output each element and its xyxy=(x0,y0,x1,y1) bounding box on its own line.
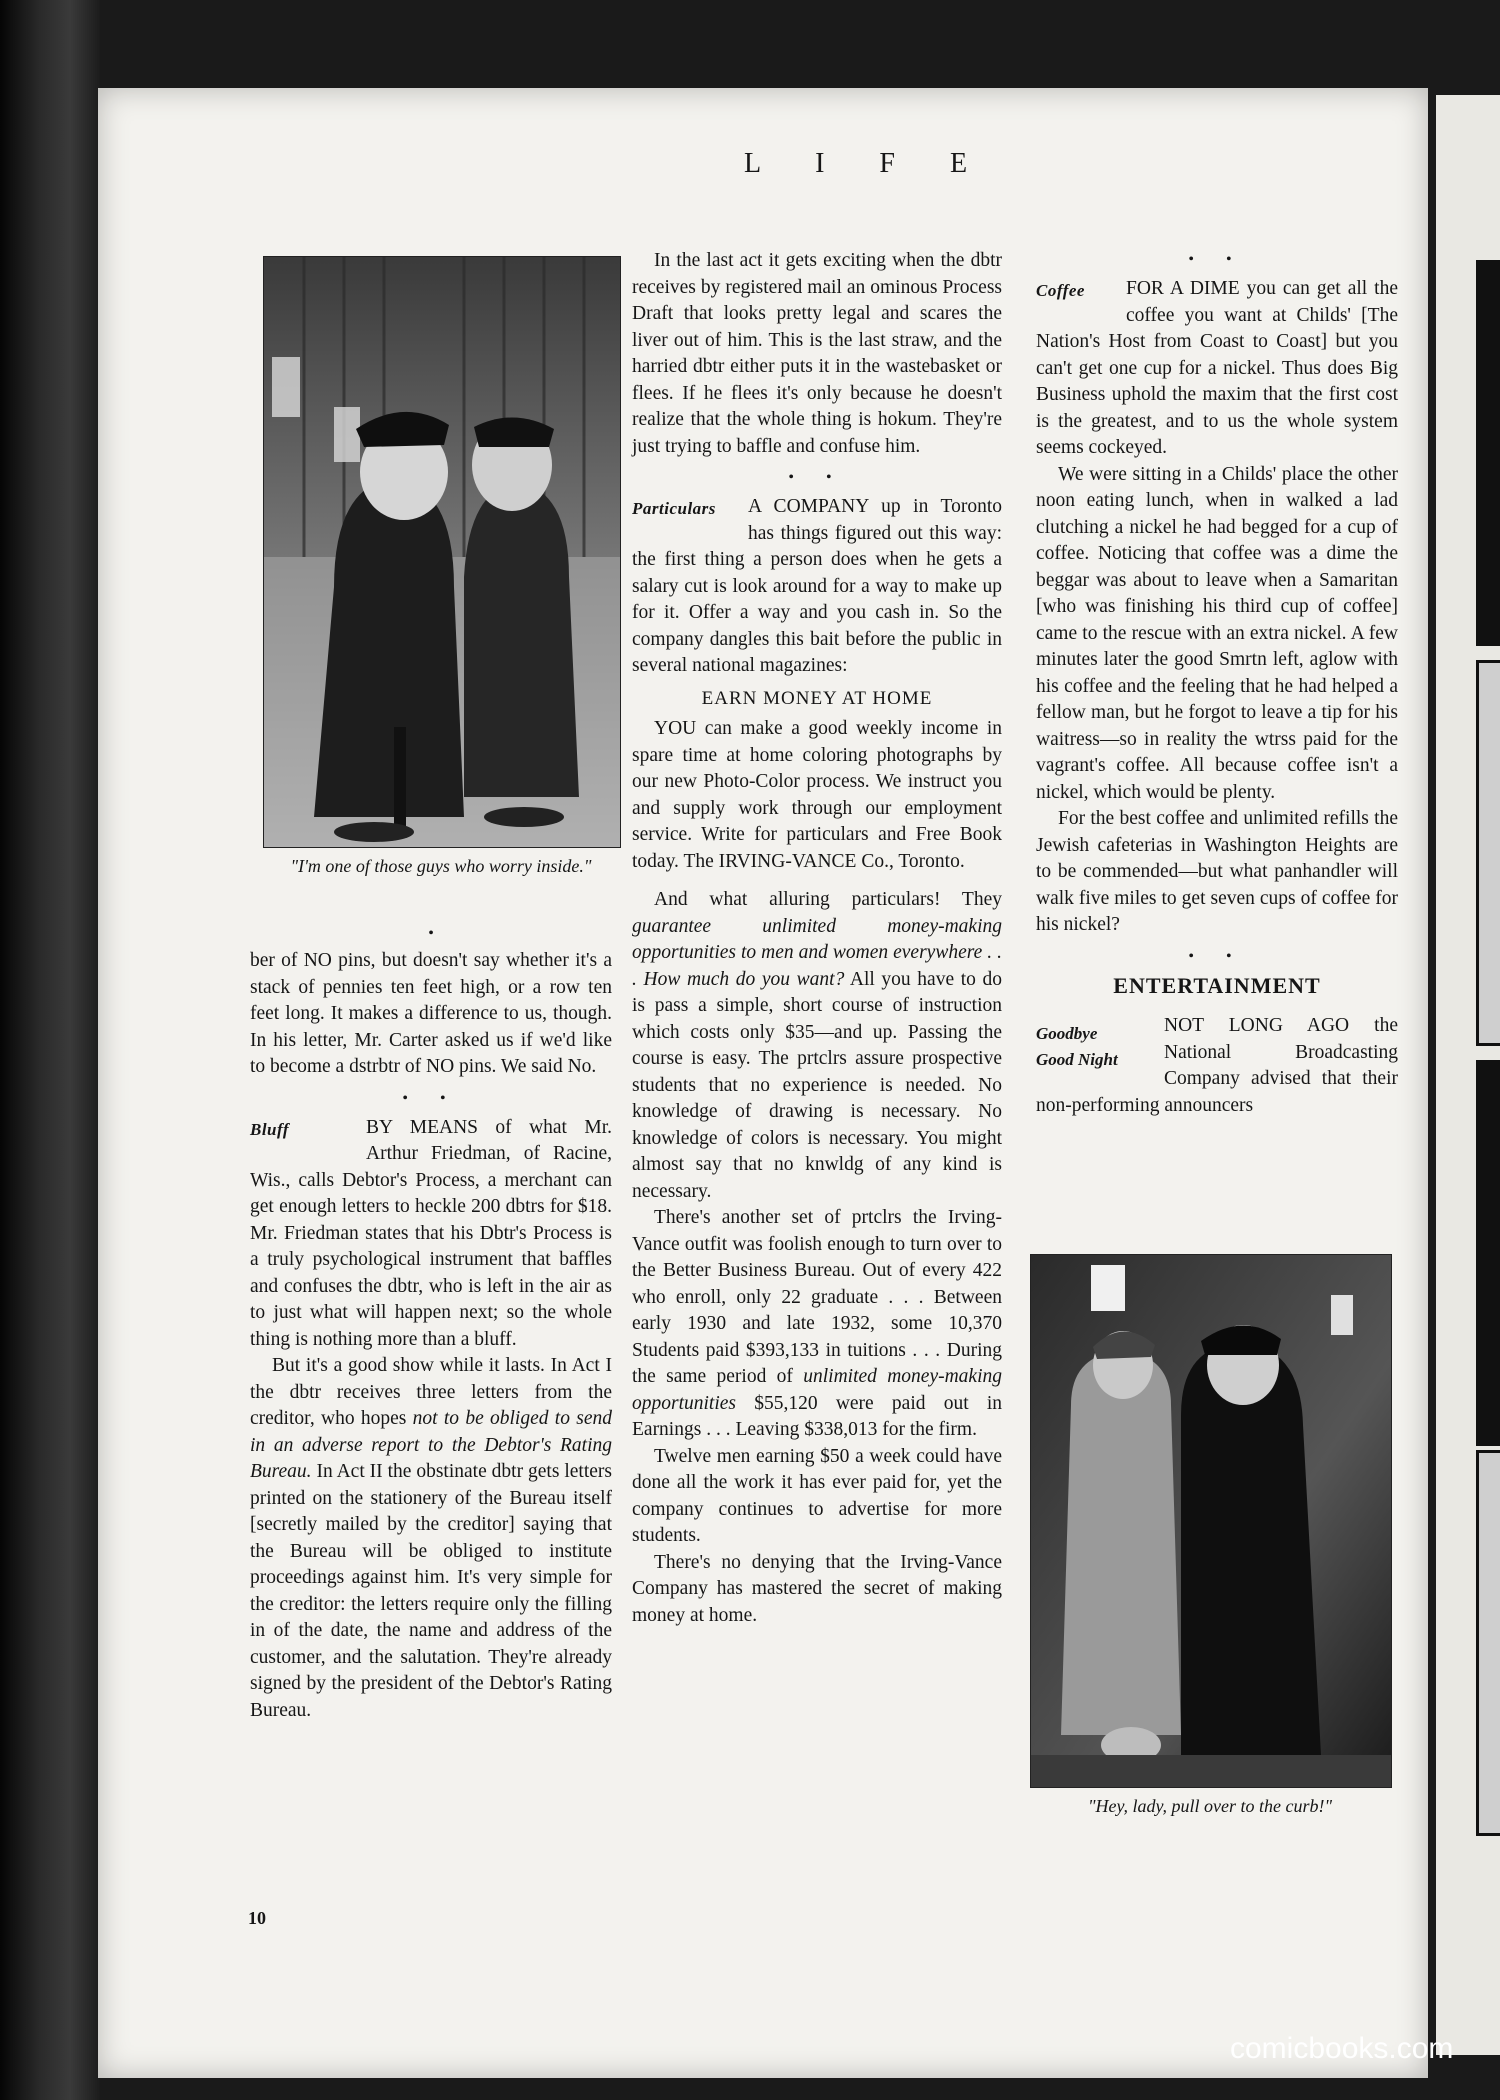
section-separator: • • xyxy=(1188,251,1246,268)
side-heading: Bluff xyxy=(250,1119,290,1139)
paragraph-particulars xyxy=(632,494,1002,680)
cartoon-caption xyxy=(263,854,619,879)
paragraph-coffee xyxy=(1036,276,1398,462)
column-2 xyxy=(632,248,1002,1629)
section-separator: • • xyxy=(402,1089,460,1107)
side-heading: Coffee xyxy=(1036,281,1085,300)
cartoon-illustration-policemen xyxy=(263,256,621,848)
paragraph-goodbye xyxy=(1036,1013,1398,1119)
column-3 xyxy=(1036,242,1398,1119)
paragraph-text: NOT LONG AGO the National Broadcasting Company advised that their non-performing announcers xyxy=(1036,1015,1398,1116)
paragraph xyxy=(250,1353,612,1724)
page-title: L I F E xyxy=(744,148,992,179)
side-heading-line: Good Night xyxy=(1036,1050,1118,1069)
cartoon-illustration-policeman-lady xyxy=(1030,1254,1392,1788)
text-run: And what alluring particulars! They xyxy=(654,889,1002,910)
paragraph xyxy=(632,1205,1002,1444)
paragraph: There's no denying that the Irving-Vance Company has mastered the secret of making money at home. xyxy=(632,1551,1002,1626)
text-run: In Act II the obstinate dbtr gets letters printed on the stationery of the Bureau itself [secretly mailed by the creditor] saying that the Bureau will be obliged to institute proceedings against him. It's very simple for the creditor: the letters require only the filling in of the date, the name and address of the customer, and the salutation. They're already signed by the president of the Debtor's Rating Bureau. xyxy=(250,1461,612,1721)
watermark: comicbooks.com xyxy=(1230,2032,1454,2065)
italic-run: unlimited money-making opportunities xyxy=(632,1366,1003,1414)
cartoon-caption: "Hey, lady, pull over to the curb!" xyxy=(1087,1796,1333,1816)
adjacent-page-panel xyxy=(1476,660,1500,1046)
adjacent-page-panel xyxy=(1476,260,1500,646)
side-heading: Particulars xyxy=(632,499,716,518)
page-number: 10 xyxy=(248,1908,266,1928)
paragraph-text: BY MEANS of what Mr. Arthur Friedman, of Racine, Wis., calls Debtor's Process, a merchant can get enough letters to heckle 200 dbtrs for $18. Mr. Friedman states that his Dbtr's Process is a truly psychological instrument that baffles and confuses the dbtr, who is left in the air as to just what will happen next; so the whole thing is nothing more than a bluff. xyxy=(250,1116,612,1350)
text-run: $55,120 were paid out in Earnings . . . Leaving $338,013 for the firm. xyxy=(632,1392,1002,1440)
ad-body: YOU can make a good weekly income in spare time at home coloring photographs by our new Photo-Color process. We instruct you and supply work through our employment service. Write for particulars and Free Book today. The IRVING-VANCE Co., Toronto. xyxy=(632,718,1002,872)
side-heading xyxy=(1036,1021,1164,1073)
paragraph xyxy=(632,887,1002,1205)
paragraph: ber of NO pins, but doesn't say whether it's a stack of pennies ten feet high, or a row ten feet long. It makes a difference to us, though. In his letter, Mr. Carter asked us if we'd like to become a dstrbtr of NO pins. We said No. xyxy=(250,950,612,1077)
paragraph: For the best coffee and unlimited refills the Jewish cafeterias in Washington Heights are to be commended—but what panhandler will walk five miles to get seven cups of coffee for his nickel? xyxy=(1036,808,1398,935)
cartoon-drawing xyxy=(1031,1255,1391,1787)
adjacent-page-panel xyxy=(1476,1060,1500,1446)
paragraph: Twelve men earning $50 a week could have done all the work it has ever paid for, yet the company continues to advertise for more students. xyxy=(632,1445,1002,1546)
italic-run: not to be obliged to send in an adverse report to the Debtor's Rating Bureau. xyxy=(250,1408,612,1482)
bullet-separator: • xyxy=(428,925,434,942)
column-1 xyxy=(250,918,612,1724)
paragraph-bluff xyxy=(250,1115,612,1354)
text-run: There's another set of prtclrs the Irving-Vance outfit was foolish enough to turn over to the Better Business Bureau. Out of every 422 who enroll, only 22 graduate . . . Between early 1930 and late 1932, some 10,370 Students paid $393,133 in tuitions . . . During the same period of xyxy=(632,1207,1002,1387)
adjacent-page-panel xyxy=(1476,1450,1500,1836)
paragraph-text: FOR A DIME you can get all the coffee you want at Childs' [The Nation's Host from Coast to Coast] but you can't get one cup for a nickel. Thus does Big Business uphold the maxim that the first cost is the greatest, and to us the whole system seems cockeyed. xyxy=(1036,278,1398,458)
paragraph-text: A COMPANY up in Toronto has things figured out this way: the first thing a person does when he gets a salary cut is look around for a way to make up for it. Offer a way and you cash in. So the company dangles this bait before the public in several national magazines: xyxy=(632,496,1002,676)
section-separator: • • xyxy=(788,469,846,486)
section-separator: • • xyxy=(1188,947,1246,965)
scan-margin xyxy=(0,0,100,2100)
ad-heading: EARN MONEY AT HOME xyxy=(701,687,933,709)
text-run: All you have to do is pass a simple, short course of instruction which costs only $35—and up. Passing the course is easy. The prtclrs assure prospective students that no experience is needed. No knowledge of drawing is necessary. No knowledge of colors is necessary. You might almost say that no knwldg of any kind is necessary. xyxy=(632,968,1002,1202)
caption-text: "I'm one of those guys who worry inside." xyxy=(290,856,592,876)
side-heading-line: Goodbye xyxy=(1036,1024,1098,1043)
text-run: But it's a good show while it lasts. In Act I the dbtr receives three letters from the creditor, who hopes xyxy=(250,1355,612,1429)
paragraph: In the last act it gets exciting when the dbtr receives by registered mail an ominous Process Draft that looks pretty legal and scares the liver out of him. This is the last straw, and the harried dbtr either puts it in the wastebasket or flees. If he flees it's only because he doesn't realize that the whole thing is hokum. They're just trying to baffle and confuse him. xyxy=(632,250,1002,457)
cartoon-drawing xyxy=(264,257,620,847)
paragraph: We were sitting in a Childs' place the other noon eating lunch, when in walked a lad clutching a nickel he had begged for a cup of coffee. Noticing that coffee was a dime the beggar was about to leave when a Samaritan [who was finishing his third cup of coffee] came to the rescue with an extra nickel. A few minutes later the good Smrtn left, aglow with his coffee and the feeling that he had helped a fellow man, but he forgot to leave a tip for his waitress—so in reality the wtrss paid for the vagrant's coffee. All because coffee isn't a nickel, which would be plenty. xyxy=(1036,463,1398,803)
section-heading: ENTERTAINMENT xyxy=(1113,972,1321,998)
italic-run: guarantee unlimited money-making opportunities to men and women everywhere . . . How much do you want? xyxy=(632,915,1002,990)
